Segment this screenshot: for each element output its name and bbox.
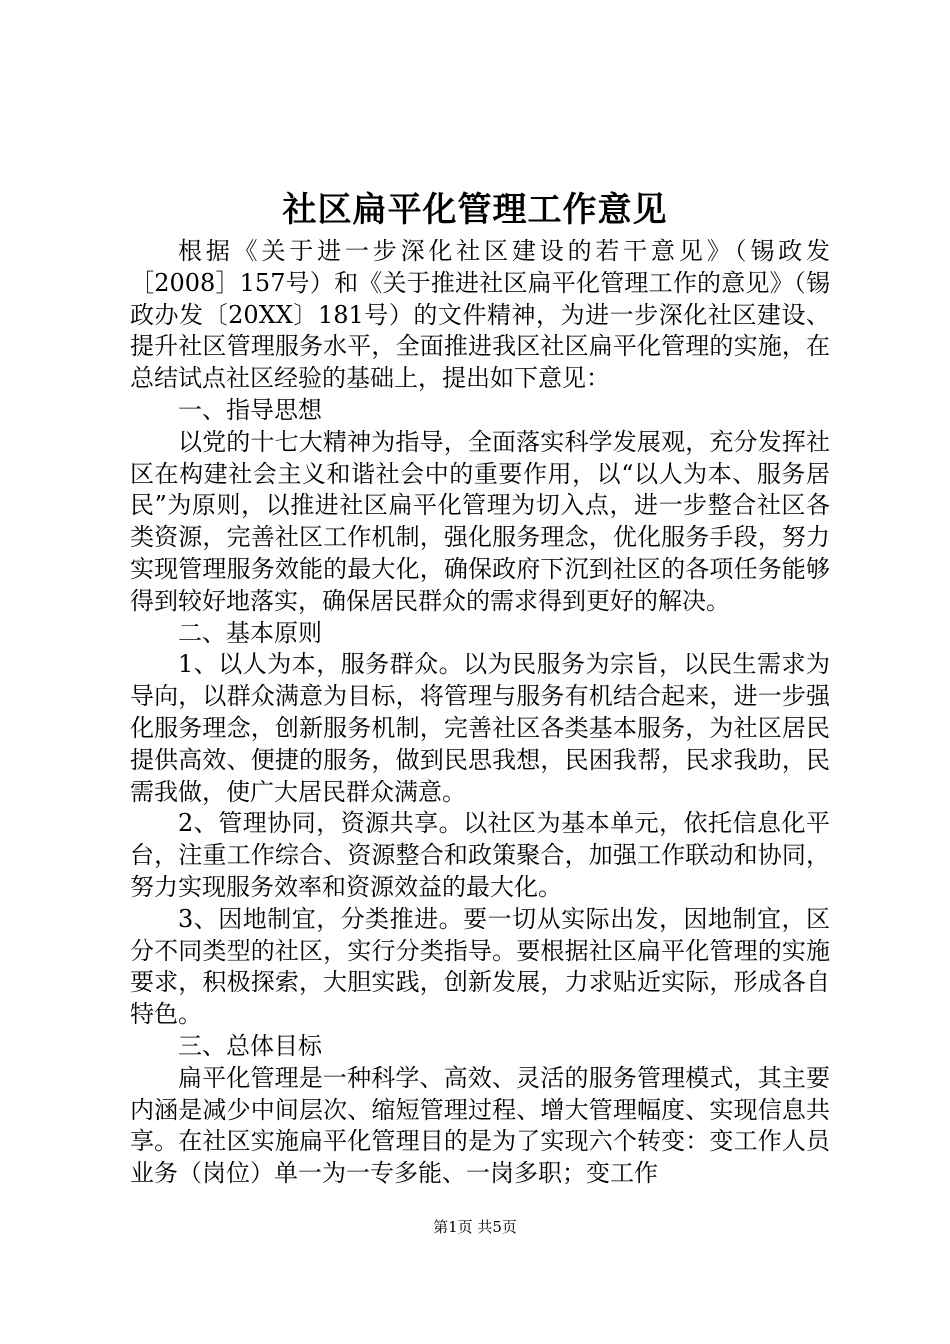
paragraph-principle-3: 3、因地制宜，分类推进。要一切从实际出发，因地制宜，区分不同类型的社区，实行分类指导。要根据社区扁平化管理的实施要求，积极探索，大胆实践，创新发展，力求贴近实际，形成各自特色。 bbox=[130, 904, 830, 1029]
paragraph-overall-goal: 扁平化管理是一种科学、高效、灵活的服务管理模式，其主要内涵是减少中间层次、缩短管理过程、增大管理幅度、实现信息共享。在社区实施扁平化管理目的是为了实现六个转变：变工作人员业务（岗位）单一为一专多能、一岗多职；变工作 bbox=[130, 1063, 830, 1188]
paragraph-principle-2: 2、管理协同，资源共享。以社区为基本单元，依托信息化平台，注重工作综合、资源整合和政策聚合，加强工作联动和协同，努力实现服务效率和资源效益的最大化。 bbox=[130, 809, 830, 901]
section-heading-guiding-ideology: 一、指导思想 bbox=[178, 395, 322, 424]
paragraph-principle-1: 1、以人为本，服务群众。以为民服务为宗旨，以民生需求为导向，以群众满意为目标，将管理与服务有机结合起来，进一步强化服务理念，创新服务机制，完善社区各类基本服务，为社区居民提供高效、便捷的服务，做到民思我想，民困我帮，民求我助，民需我做，使广大居民群众满意。 bbox=[130, 650, 830, 806]
paragraph-guiding-ideology: 以党的十七大精神为指导，全面落实科学发展观，充分发挥社区在构建社会主义和谐社会中的重要作用，以“以人为本、服务居民”为原则，以推进社区扁平化管理为切入点，进一步整合社区各类资源，完善社区工作机制，强化服务理念，优化服务手段，努力实现管理服务效能的最大化，确保政府下沉到社区的各项任务能够得到较好地落实，确保居民群众的需求得到更好的解决。 bbox=[130, 427, 830, 615]
section-heading-basic-principles: 二、基本原则 bbox=[178, 618, 322, 647]
page-number-footer: 第1页 共5页 bbox=[433, 1218, 517, 1236]
document-body bbox=[130, 236, 830, 1190]
document-title: 社区扁平化管理工作意见 bbox=[282, 190, 668, 230]
section-heading-overall-goal: 三、总体目标 bbox=[178, 1031, 322, 1060]
paragraph-intro: 根据《关于进一步深化社区建设的若干意见》（锡政发［2008］157号）和《关于推进社区扁平化管理工作的意见》（锡政办发〔20XX〕181号）的文件精神，为进一步深化社区建设、提升社区管理服务水平，全面推进我区社区扁平化管理的实施，在总结试点社区经验的基础上，提出如下意见： bbox=[130, 237, 830, 393]
